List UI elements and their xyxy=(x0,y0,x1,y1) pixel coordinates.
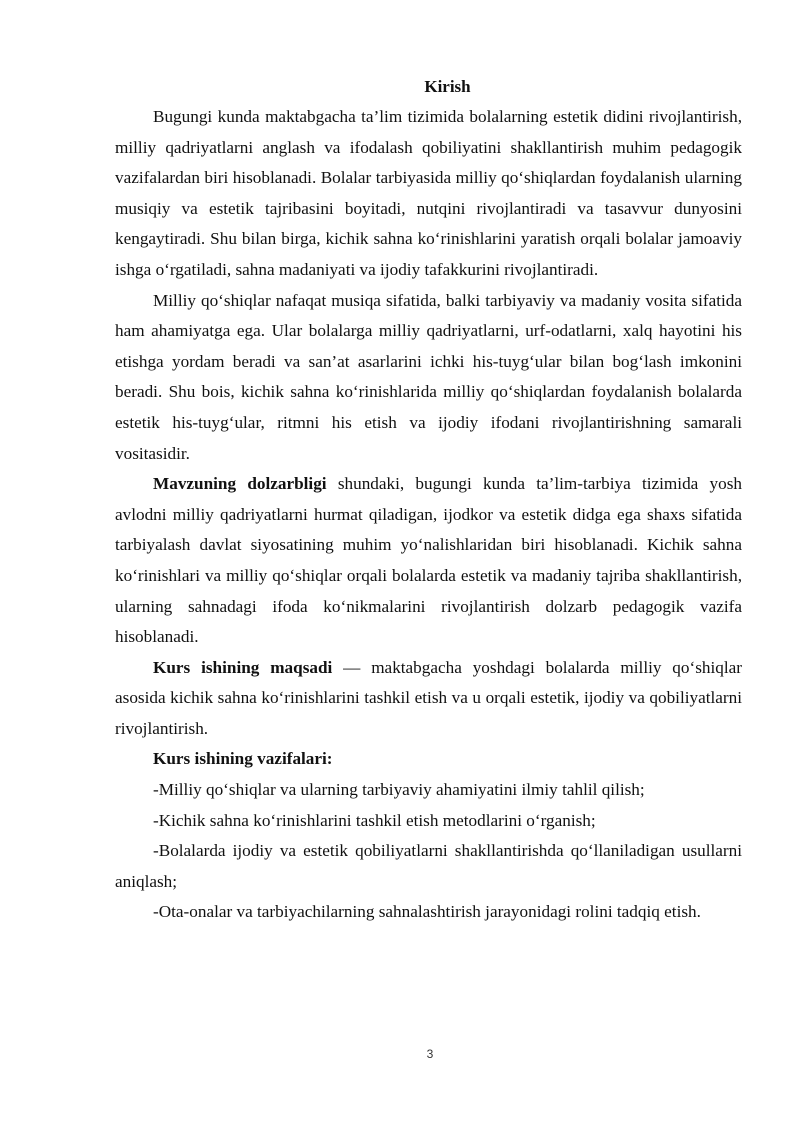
task-item: -Kichik sahna ko‘rinishlarini tashkil etish metodlarini o‘rganish; xyxy=(153,810,596,830)
page-number: 3 xyxy=(426,1047,434,1061)
paragraph-intro xyxy=(115,102,742,286)
task-item: -Ota-onalar va tarbiyachilarning sahnalashtirish jarayonidagi rolini tadqiq etish. xyxy=(153,902,701,922)
paragraph-vazifalar-heading xyxy=(115,744,742,775)
task-item: -Bolalarda ijodiy va estetik qobiliyatlarni shakllantirishda qo‘llaniladigan usullarni aniqlash; xyxy=(115,841,742,891)
paragraph-text: — maktabgacha yoshdagi bolalarda milliy qo‘shiqlar asosida kichik sahna ko‘rinishlarini tashkil etish va u orqali estetik, ijodiy va qobiliyatlarni rivojlantirish. xyxy=(115,657,742,738)
section-title: Kirish xyxy=(424,77,471,96)
paragraph-dolzarblik xyxy=(115,469,742,653)
task-item: -Milliy qo‘shiqlar va ularning tarbiyaviy ahamiyatini ilmiy tahlil qilish; xyxy=(153,780,645,800)
paragraph-bold-lead: Kurs ishining vazifalari: xyxy=(153,749,333,769)
paragraph-milliy-qoshiqlar xyxy=(115,286,742,470)
page-content xyxy=(115,75,742,928)
paragraph-bold-lead: Kurs ishining maqsadi xyxy=(153,657,333,677)
paragraph-bold-lead: Mavzuning dolzarbligi xyxy=(153,474,327,494)
paragraph-text: Bugungi kunda maktabgacha ta’lim tizimida bolalarning estetik didini rivojlantirish, milliy qadriyatlarni anglash va ifodalash qobiliyatini shakllantirish muhim pedagogik vazifalardan biri hisoblanadi. Bolalar tarbiyasida milliy qo‘shiqlardan foydalanish ularning musiqiy va estetik tajribasini boyitadi, nutqini rivojlantiradi va tasavvur dunyosini kengaytiradi. Shu bilan birga, kichik sahna ko‘rinishlarini yaratish orqali bolalar jamoaviy ishga o‘rgatiladi, sahna madaniyati va ijodiy tafakkurini rivojlantiradi. xyxy=(115,107,742,279)
paragraph-maqsad xyxy=(115,653,742,745)
paragraph-text: shundaki, bugungi kunda ta’lim-tarbiya tizimida yosh avlodni milliy qadriyatlarni hurmat qiladigan, ijodkor va estetik didga ega shaxs sifatida tarbiyalash davlat siyosatining muhim yo‘nalishlaridan biri hisoblanadi. Kichik sahna ko‘rinishlari va milliy qo‘shiqlar orqali bolalarda estetik va madaniy tajriba shakllantirish, ularning sahnadagi ifoda ko‘nikmalarini rivojlantirish dolzarb pedagogik vazifa hisoblanadi. xyxy=(115,474,743,647)
paragraph-text: Milliy qo‘shiqlar nafaqat musiqa sifatida, balki tarbiyaviy va madaniy vosita sifatida ham ahamiyatga ega. Ular bolalarga milliy qadriyatlarni, urf-odatlarni, xalq hayotini his etishga yordam beradi va san’at asarlarini ichki his-tuyg‘ular bilan bog‘lash imkonini beradi. Shu bois, kichik sahna ko‘rinishlarida milliy qo‘shiqlardan foydalanish bolalarda estetik his-tuyg‘ular, ritmni his etish va ijodiy ifodani rivojlantirishning samarali vositasidir. xyxy=(115,290,742,463)
